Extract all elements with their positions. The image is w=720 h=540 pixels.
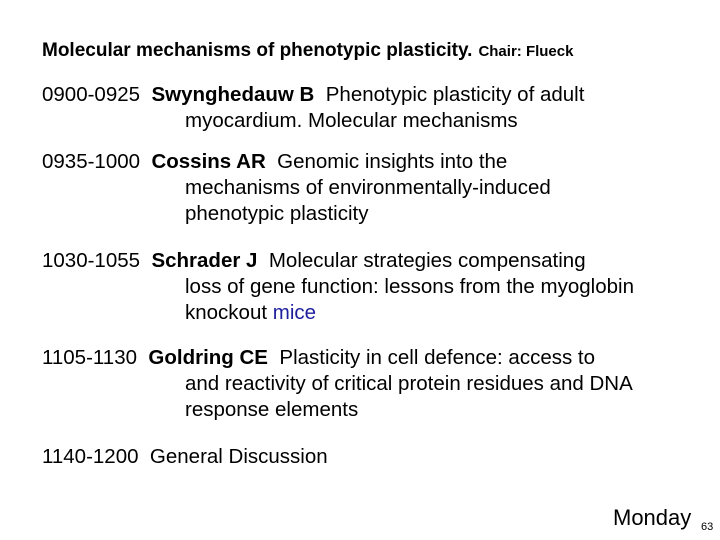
- item-title: Phenotypic plasticity of adult: [325, 83, 585, 106]
- item-time: 1140-1200: [42, 445, 139, 468]
- item-speaker: Goldring CE: [148, 346, 268, 369]
- item-speaker: Swynghedauw B: [151, 83, 315, 106]
- item-time: 1105-1130: [42, 346, 137, 369]
- program-item: [42, 82, 714, 134]
- item-title-continuation: [42, 300, 714, 326]
- item-title: Molecular strategies compensating: [268, 249, 586, 272]
- item-speaker: Schrader J: [151, 249, 258, 272]
- program-item: [42, 248, 714, 326]
- session-title: Molecular mechanisms of phenotypic plasticity.: [42, 40, 473, 61]
- item-title-continuation: phenotypic plasticity: [185, 202, 369, 225]
- item-speaker: Cossins AR: [151, 150, 266, 173]
- page-number: 63: [701, 521, 714, 533]
- item-label: General Discussion: [149, 445, 328, 468]
- program-item: [42, 345, 714, 423]
- item-title-continuation: response elements: [185, 398, 359, 421]
- item-title-continuation: loss of gene function: lessons from the myoglobin: [185, 275, 634, 298]
- session-heading: [42, 40, 573, 62]
- item-title: Genomic insights into the: [277, 150, 508, 173]
- item-title-continuation: and reactivity of critical protein residues and DNA: [185, 372, 633, 395]
- highlighted-word: mice: [272, 301, 317, 324]
- day-label: Monday: [613, 505, 692, 530]
- item-time: 1030-1055: [42, 249, 141, 272]
- program-item: [42, 444, 714, 470]
- item-time: 0935-1000: [42, 150, 141, 173]
- item-time: 0900-0925: [42, 83, 141, 106]
- item-title-word: knockout: [185, 301, 268, 324]
- item-title-continuation: myocardium. Molecular mechanisms: [185, 109, 518, 132]
- program-item: [42, 149, 714, 227]
- item-title-continuation: mechanisms of environmentally-induced: [185, 176, 551, 199]
- session-chair: Chair: Flueck: [478, 43, 574, 60]
- item-title: Plasticity in cell defence: access to: [279, 346, 596, 369]
